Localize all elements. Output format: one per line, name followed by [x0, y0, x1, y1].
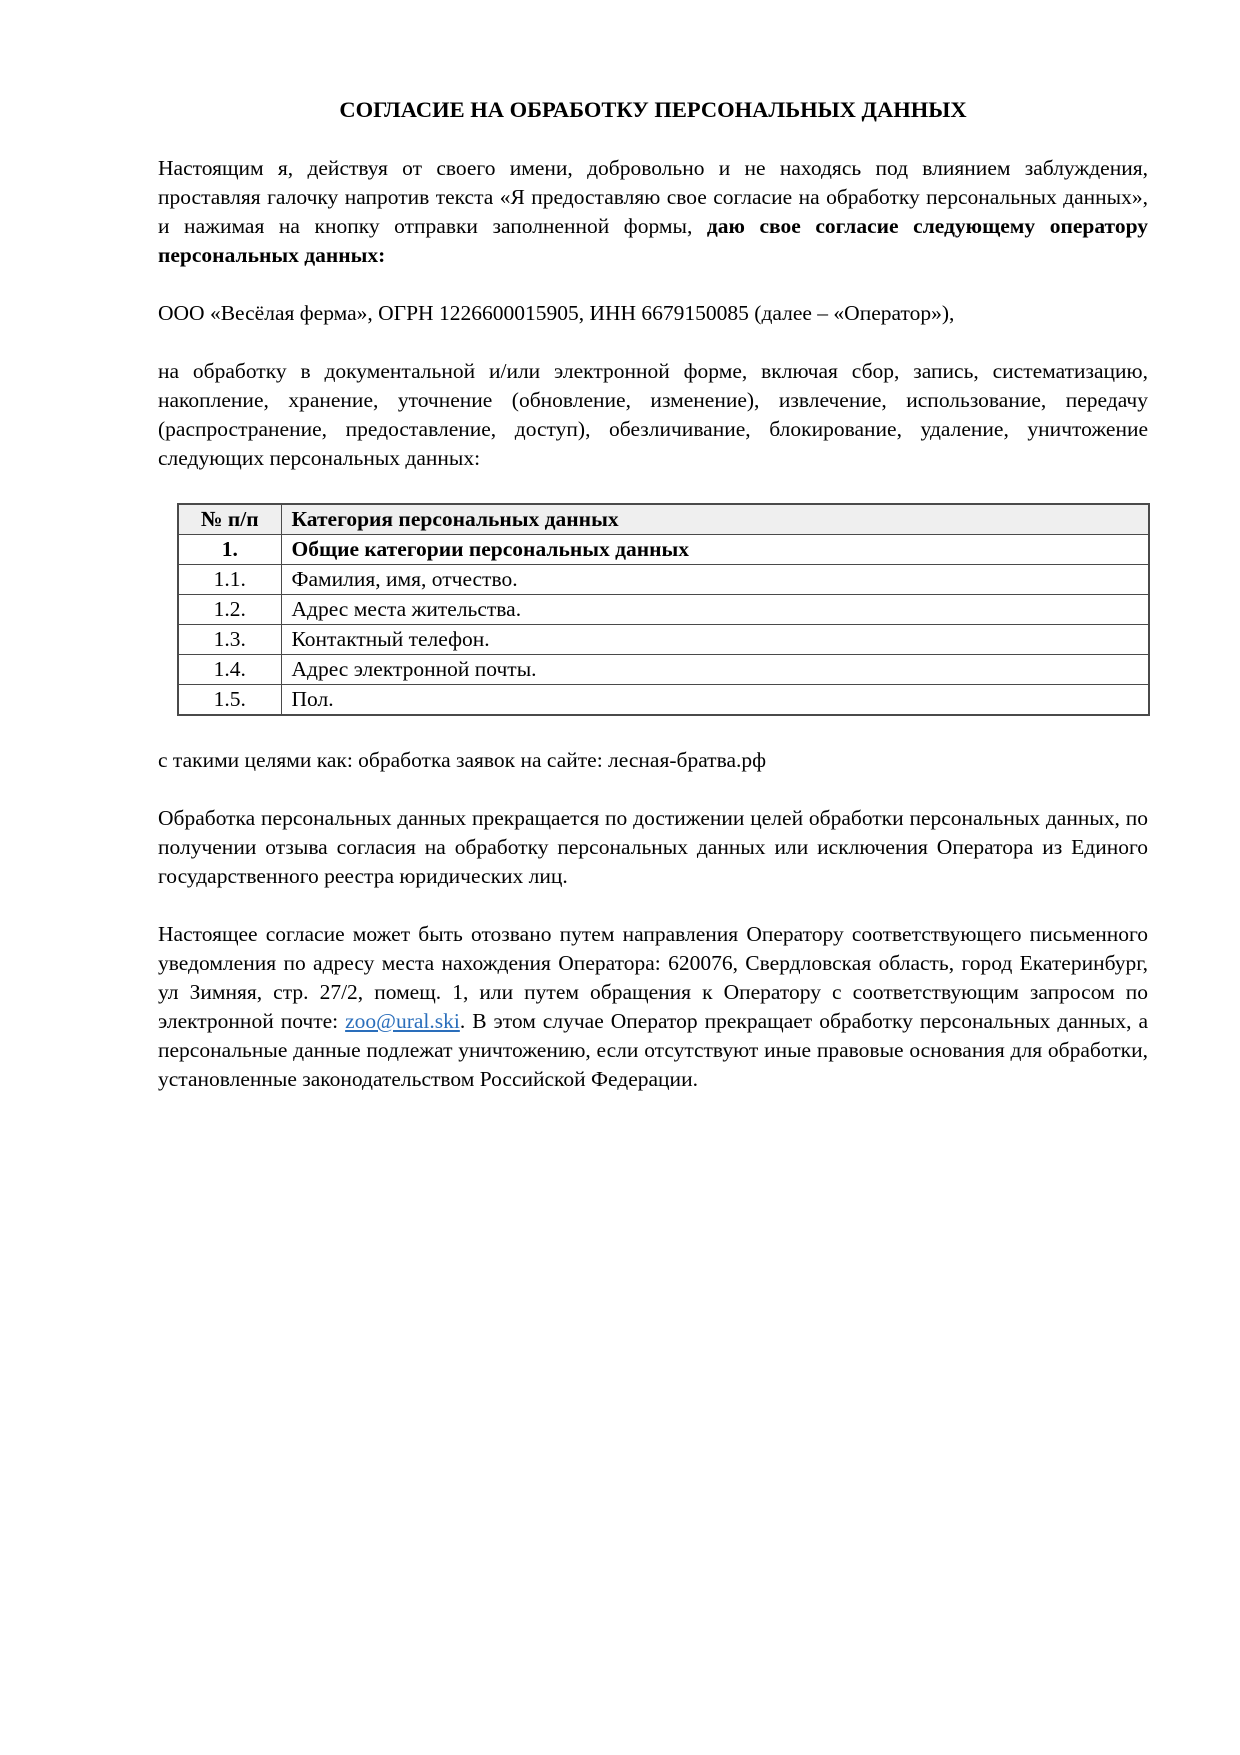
row-number-cell: 1.1.: [178, 565, 281, 595]
row-category-cell: Общие категории персональных данных: [281, 535, 1149, 565]
row-number-cell: 1.4.: [178, 655, 281, 685]
row-category-cell: Адрес электронной почты.: [281, 655, 1149, 685]
email-link[interactable]: zoo@ural.ski: [345, 1009, 460, 1033]
table-row: [178, 625, 1149, 655]
personal-data-categories-table: [177, 503, 1150, 716]
withdrawal-paragraph: [158, 920, 1148, 1094]
table-row: [178, 655, 1149, 685]
intro-paragraph: [158, 154, 1148, 270]
termination-paragraph: Обработка персональных данных прекращается по достижении целей обработки персональных данных, по получении отзыва согласия на обработку персональных данных или исключения Оператора из Единого государственного реестра юридических лиц.: [158, 806, 1148, 888]
row-number-cell: 1.2.: [178, 595, 281, 625]
row-number-cell: 1.5.: [178, 685, 281, 716]
table-header-number: № п/п: [178, 504, 281, 535]
intro-bold-text: даю свое согласие следующему оператору персональных данных:: [158, 214, 1148, 267]
row-category-cell: Адрес места жительства.: [281, 595, 1149, 625]
table-header-category: Категория персональных данных: [281, 504, 1149, 535]
table-row: [178, 535, 1149, 565]
table-row: [178, 685, 1149, 716]
row-number-cell: 1.3.: [178, 625, 281, 655]
purposes-paragraph: с такими целями как: обработка заявок на сайте: лесная-братва.рф: [158, 748, 767, 772]
row-category-cell: Пол.: [281, 685, 1149, 716]
withdrawal-text-before-link: Настоящее согласие может быть отозвано путем направления Оператору соответствующего письменного уведомления по адресу места нахождения Оператора: 620076, Свердловская область, город Екатеринбург, ул Зимняя, стр. 27/2, помещ. 1, или путем обращения к Оператору с соответствующим запросом по электронной почте:: [158, 922, 1148, 1033]
table-row: [178, 565, 1149, 595]
processing-scope-paragraph: на обработку в документальной и/или электронной форме, включая сбор, запись, систематизацию, накопление, хранение, уточнение (обновление, изменение), извлечение, использование, передачу (распространение, предоставление, доступ), обезличивание, блокирование, удаление, уничтожение следующих персональных данных:: [158, 359, 1148, 470]
table-header-row: [178, 504, 1149, 535]
table-row: [178, 595, 1149, 625]
operator-paragraph: ООО «Весёлая ферма», ОГРН 1226600015905, ИНН 6679150085 (далее – «Оператор»),: [158, 301, 955, 325]
page-title: СОГЛАСИЕ НА ОБРАБОТКУ ПЕРСОНАЛЬНЫХ ДАННЫХ: [339, 97, 967, 122]
intro-text: Настоящим я, действуя от своего имени, добровольно и не находясь под влиянием заблуждения, проставляя галочку напротив текста «Я предоставляю свое согласие на обработку персональных данных», и нажимая на кнопку отправки заполненной формы,: [158, 156, 1148, 238]
row-category-cell: Фамилия, имя, отчество.: [281, 565, 1149, 595]
row-category-cell: Контактный телефон.: [281, 625, 1149, 655]
row-number-cell: 1.: [178, 535, 281, 565]
withdrawal-text-after-link: . В этом случае Оператор прекращает обработку персональных данных, а персональные данные подлежат уничтожению, если отсутствуют иные правовые основания для обработки, установленные законодательством Российской Федерации.: [158, 1009, 1149, 1091]
